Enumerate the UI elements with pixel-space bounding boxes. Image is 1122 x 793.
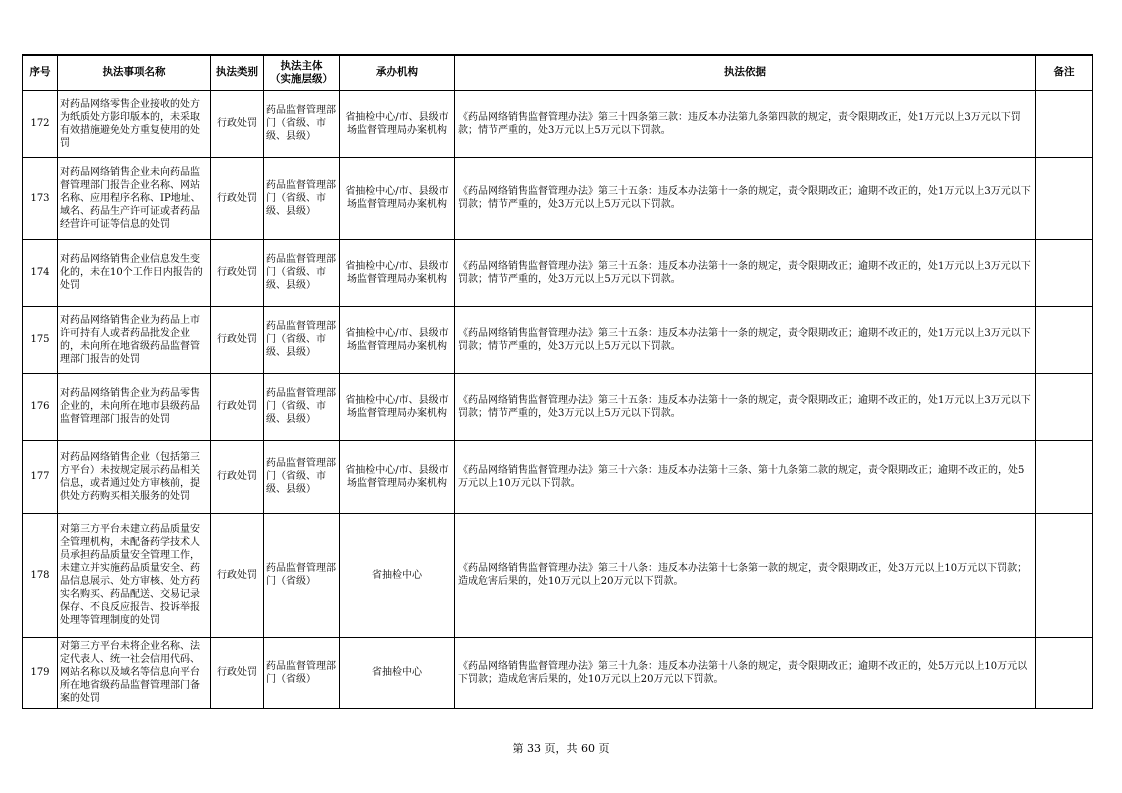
header-subject xyxy=(264,55,340,90)
cell-subject: 药品监督管理部门（省级、市级、县级） xyxy=(264,90,340,157)
table-row xyxy=(23,373,1093,440)
cell-basis: 《药品网络销售监督管理办法》第三十五条：违反本办法第十一条的规定，责令限期改正；逾期不改正的，处1万元以上3万元以下罚款；情节严重的，处3万元以上5万元以下罚款。 xyxy=(455,157,1036,239)
cell-remark xyxy=(1036,239,1093,306)
table-row xyxy=(23,157,1093,239)
cell-org: 省抽检中心/市、县级市场监督管理局办案机构 xyxy=(340,373,455,440)
cell-org: 省抽检中心/市、县级市场监督管理局办案机构 xyxy=(340,239,455,306)
header-subject-line1: 执法主体 xyxy=(280,59,323,72)
cell-type: 行政处罚 xyxy=(211,157,264,239)
cell-remark xyxy=(1036,157,1093,239)
cell-type: 行政处罚 xyxy=(211,637,264,708)
cell-subject: 药品监督管理部门（省级、市级、县级） xyxy=(264,239,340,306)
cell-remark xyxy=(1036,513,1093,637)
cell-no: 172 xyxy=(23,90,58,157)
cell-basis: 《药品网络销售监督管理办法》第三十五条：违反本办法第十一条的规定，责令限期改正；逾期不改正的，处1万元以上3万元以下罚款；情节严重的，处3万元以上5万元以下罚款。 xyxy=(455,373,1036,440)
cell-item-name: 对药品网络销售企业（包括第三方平台）未按规定展示药品相关信息，或者通过处方审核前，提供处方药购买相关服务的处罚 xyxy=(58,440,211,513)
header-remark: 备注 xyxy=(1036,55,1093,90)
cell-subject: 药品监督管理部门（省级） xyxy=(264,637,340,708)
cell-no: 174 xyxy=(23,239,58,306)
cell-org: 省抽检中心/市、县级市场监督管理局办案机构 xyxy=(340,157,455,239)
cell-type: 行政处罚 xyxy=(211,373,264,440)
header-item-name: 执法事项名称 xyxy=(58,55,211,90)
cell-no: 175 xyxy=(23,306,58,373)
table-row xyxy=(23,306,1093,373)
cell-basis: 《药品网络销售监督管理办法》第三十五条：违反本办法第十一条的规定，责令限期改正；逾期不改正的，处1万元以上3万元以下罚款；情节严重的，处3万元以上5万元以下罚款。 xyxy=(455,306,1036,373)
cell-basis: 《药品网络销售监督管理办法》第三十五条：违反本办法第十一条的规定，责令限期改正；逾期不改正的，处1万元以上3万元以下罚款；情节严重的，处3万元以上5万元以下罚款。 xyxy=(455,239,1036,306)
cell-subject: 药品监督管理部门（省级） xyxy=(264,513,340,637)
cell-item-name: 对药品网络销售企业信息发生变化的，未在10个工作日内报告的处罚 xyxy=(58,239,211,306)
cell-type: 行政处罚 xyxy=(211,513,264,637)
cell-item-name: 对药品网络销售企业为药品零售企业的，未向所在地市县级药品监督管理部门报告的处罚 xyxy=(58,373,211,440)
table-row xyxy=(23,637,1093,708)
cell-no: 173 xyxy=(23,157,58,239)
cell-subject: 药品监督管理部门（省级、市级、县级） xyxy=(264,306,340,373)
cell-item-name: 对药品网络销售企业未向药品监督管理部门报告企业名称、网站名称、应用程序名称、IP地址、域名、药品生产许可证或者药品经营许可证等信息的处罚 xyxy=(58,157,211,239)
cell-no: 176 xyxy=(23,373,58,440)
table-row xyxy=(23,90,1093,157)
cell-subject: 药品监督管理部门（省级、市级、县级） xyxy=(264,373,340,440)
cell-org: 省抽检中心/市、县级市场监督管理局办案机构 xyxy=(340,90,455,157)
cell-basis: 《药品网络销售监督管理办法》第三十四条第三款：违反本办法第九条第四款的规定，责令限期改正，处1万元以上3万元以下罚款；情节严重的，处3万元以上5万元以下罚款。 xyxy=(455,90,1036,157)
cell-remark xyxy=(1036,637,1093,708)
table-row xyxy=(23,440,1093,513)
document-page xyxy=(22,54,1092,709)
cell-item-name: 对第三方平台未建立药品质量安全管理机构，未配备药学技术人员承担药品质量安全管理工作，未建立并实施药品质量安全、药品信息展示、处方审核、处方药实名购买、药品配送、交易记录保存、不良反应报告、投诉举报处理等管理制度的处罚 xyxy=(58,513,211,637)
header-no: 序号 xyxy=(23,55,58,90)
enforcement-table xyxy=(22,54,1093,709)
table-row xyxy=(23,239,1093,306)
page-footer: 第 33 页，共 60 页 xyxy=(512,742,610,755)
cell-subject: 药品监督管理部门（省级、市级、县级） xyxy=(264,157,340,239)
cell-org: 省抽检中心/市、县级市场监督管理局办案机构 xyxy=(340,440,455,513)
cell-subject: 药品监督管理部门（省级、市级、县级） xyxy=(264,440,340,513)
cell-item-name: 对第三方平台未将企业名称、法定代表人、统一社会信用代码、网站名称以及域名等信息向平台所在地省级药品监督管理部门备案的处罚 xyxy=(58,637,211,708)
cell-type: 行政处罚 xyxy=(211,306,264,373)
cell-no: 178 xyxy=(23,513,58,637)
cell-org: 省抽检中心 xyxy=(340,513,455,637)
cell-basis: 《药品网络销售监督管理办法》第三十八条：违反本办法第十七条第一款的规定，责令限期改正，处3万元以上10万元以下罚款；造成危害后果的，处10万元以上20万元以下罚款。 xyxy=(455,513,1036,637)
table-row xyxy=(23,513,1093,637)
header-subject-line2: （实施层级） xyxy=(270,72,333,85)
cell-basis: 《药品网络销售监督管理办法》第三十六条：违反本办法第十三条、第十九条第二款的规定，责令限期改正；逾期不改正的，处5万元以上10万元以下罚款。 xyxy=(455,440,1036,513)
cell-type: 行政处罚 xyxy=(211,90,264,157)
cell-remark xyxy=(1036,373,1093,440)
cell-remark xyxy=(1036,306,1093,373)
cell-org: 省抽检中心/市、县级市场监督管理局办案机构 xyxy=(340,306,455,373)
cell-remark xyxy=(1036,90,1093,157)
cell-remark xyxy=(1036,440,1093,513)
cell-item-name: 对药品网络零售企业接收的处方为纸质处方影印版本的，未采取有效措施避免处方重复使用的处罚 xyxy=(58,90,211,157)
cell-basis: 《药品网络销售监督管理办法》第三十九条：违反本办法第十八条的规定，责令限期改正；逾期不改正的，处5万元以上10万元以下罚款；造成危害后果的，处10万元以上20万元以下罚款。 xyxy=(455,637,1036,708)
cell-type: 行政处罚 xyxy=(211,440,264,513)
cell-item-name: 对药品网络销售企业为药品上市许可持有人或者药品批发企业的，未向所在地省级药品监督管理部门报告的处罚 xyxy=(58,306,211,373)
header-basis: 执法依据 xyxy=(455,55,1036,90)
cell-type: 行政处罚 xyxy=(211,239,264,306)
cell-no: 177 xyxy=(23,440,58,513)
cell-no: 179 xyxy=(23,637,58,708)
header-type: 执法类别 xyxy=(211,55,264,90)
header-org: 承办机构 xyxy=(340,55,455,90)
table-header-row xyxy=(23,55,1093,90)
cell-org: 省抽检中心 xyxy=(340,637,455,708)
